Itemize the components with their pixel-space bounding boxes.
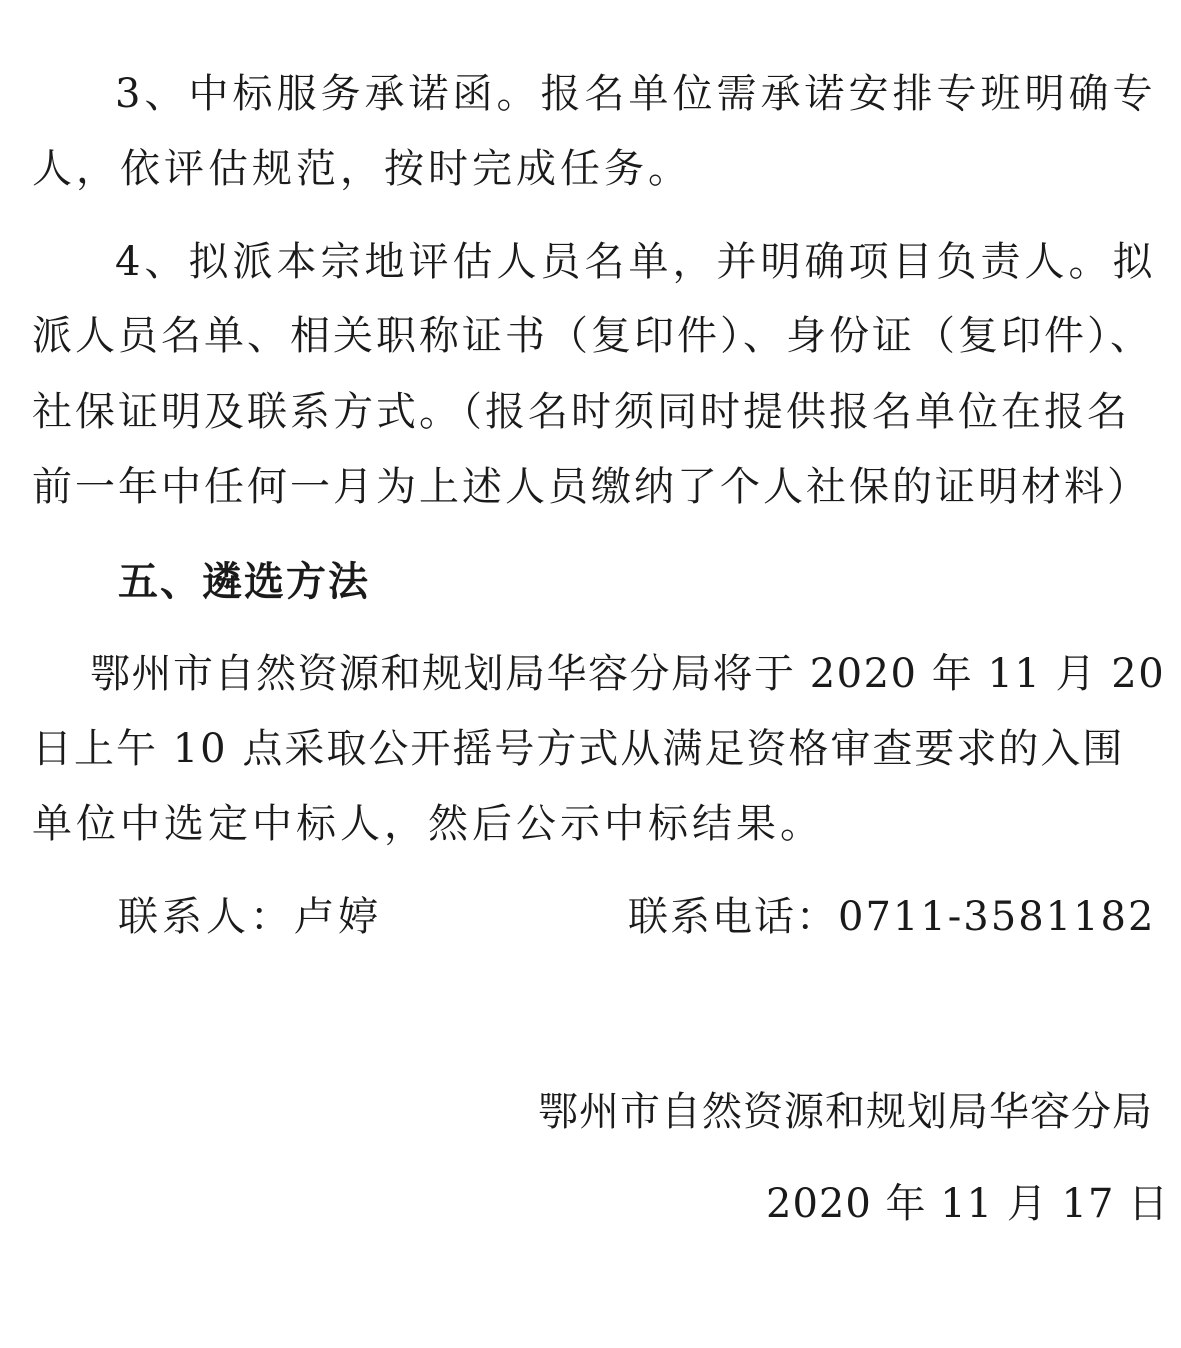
section5-line2: 日上午 10 点采取公开摇号方式从满足资格审查要求的入围	[32, 726, 1125, 772]
contact-phone: 联系电话：0711-3581182	[628, 894, 1156, 940]
section5-line3: 单位中选定中标人，然后公示中标结果。	[32, 801, 824, 847]
item3-line2: 人，依评估规范，按时完成任务。	[32, 146, 692, 192]
item4-line1: 4、拟派本宗地评估人员名单，并明确项目负责人。拟	[115, 239, 1157, 285]
item3-line1: 3、中标服务承诺函。报名单位需承诺安排专班明确专	[115, 71, 1157, 117]
signature-date: 2020 年 11 月 17 日	[766, 1181, 1170, 1227]
contact-person: 联系人：卢婷	[118, 894, 382, 940]
signature-org: 鄂州市自然资源和规划局华容分局	[538, 1089, 1153, 1135]
item4-line3: 社保证明及联系方式。（报名时须同时提供报名单位在报名	[32, 389, 1130, 435]
section5-line1: 鄂州市自然资源和规划局华容分局将于 2020 年 11 月 20	[90, 651, 1166, 697]
item4-line4: 前一年中任何一月为上述人员缴纳了个人社保的证明材料）	[32, 464, 1150, 510]
item4-line2: 派人员名单、相关职称证书（复印件）、身份证（复印件）、	[32, 313, 1153, 359]
section5-heading: 五、遴选方法	[118, 559, 370, 605]
